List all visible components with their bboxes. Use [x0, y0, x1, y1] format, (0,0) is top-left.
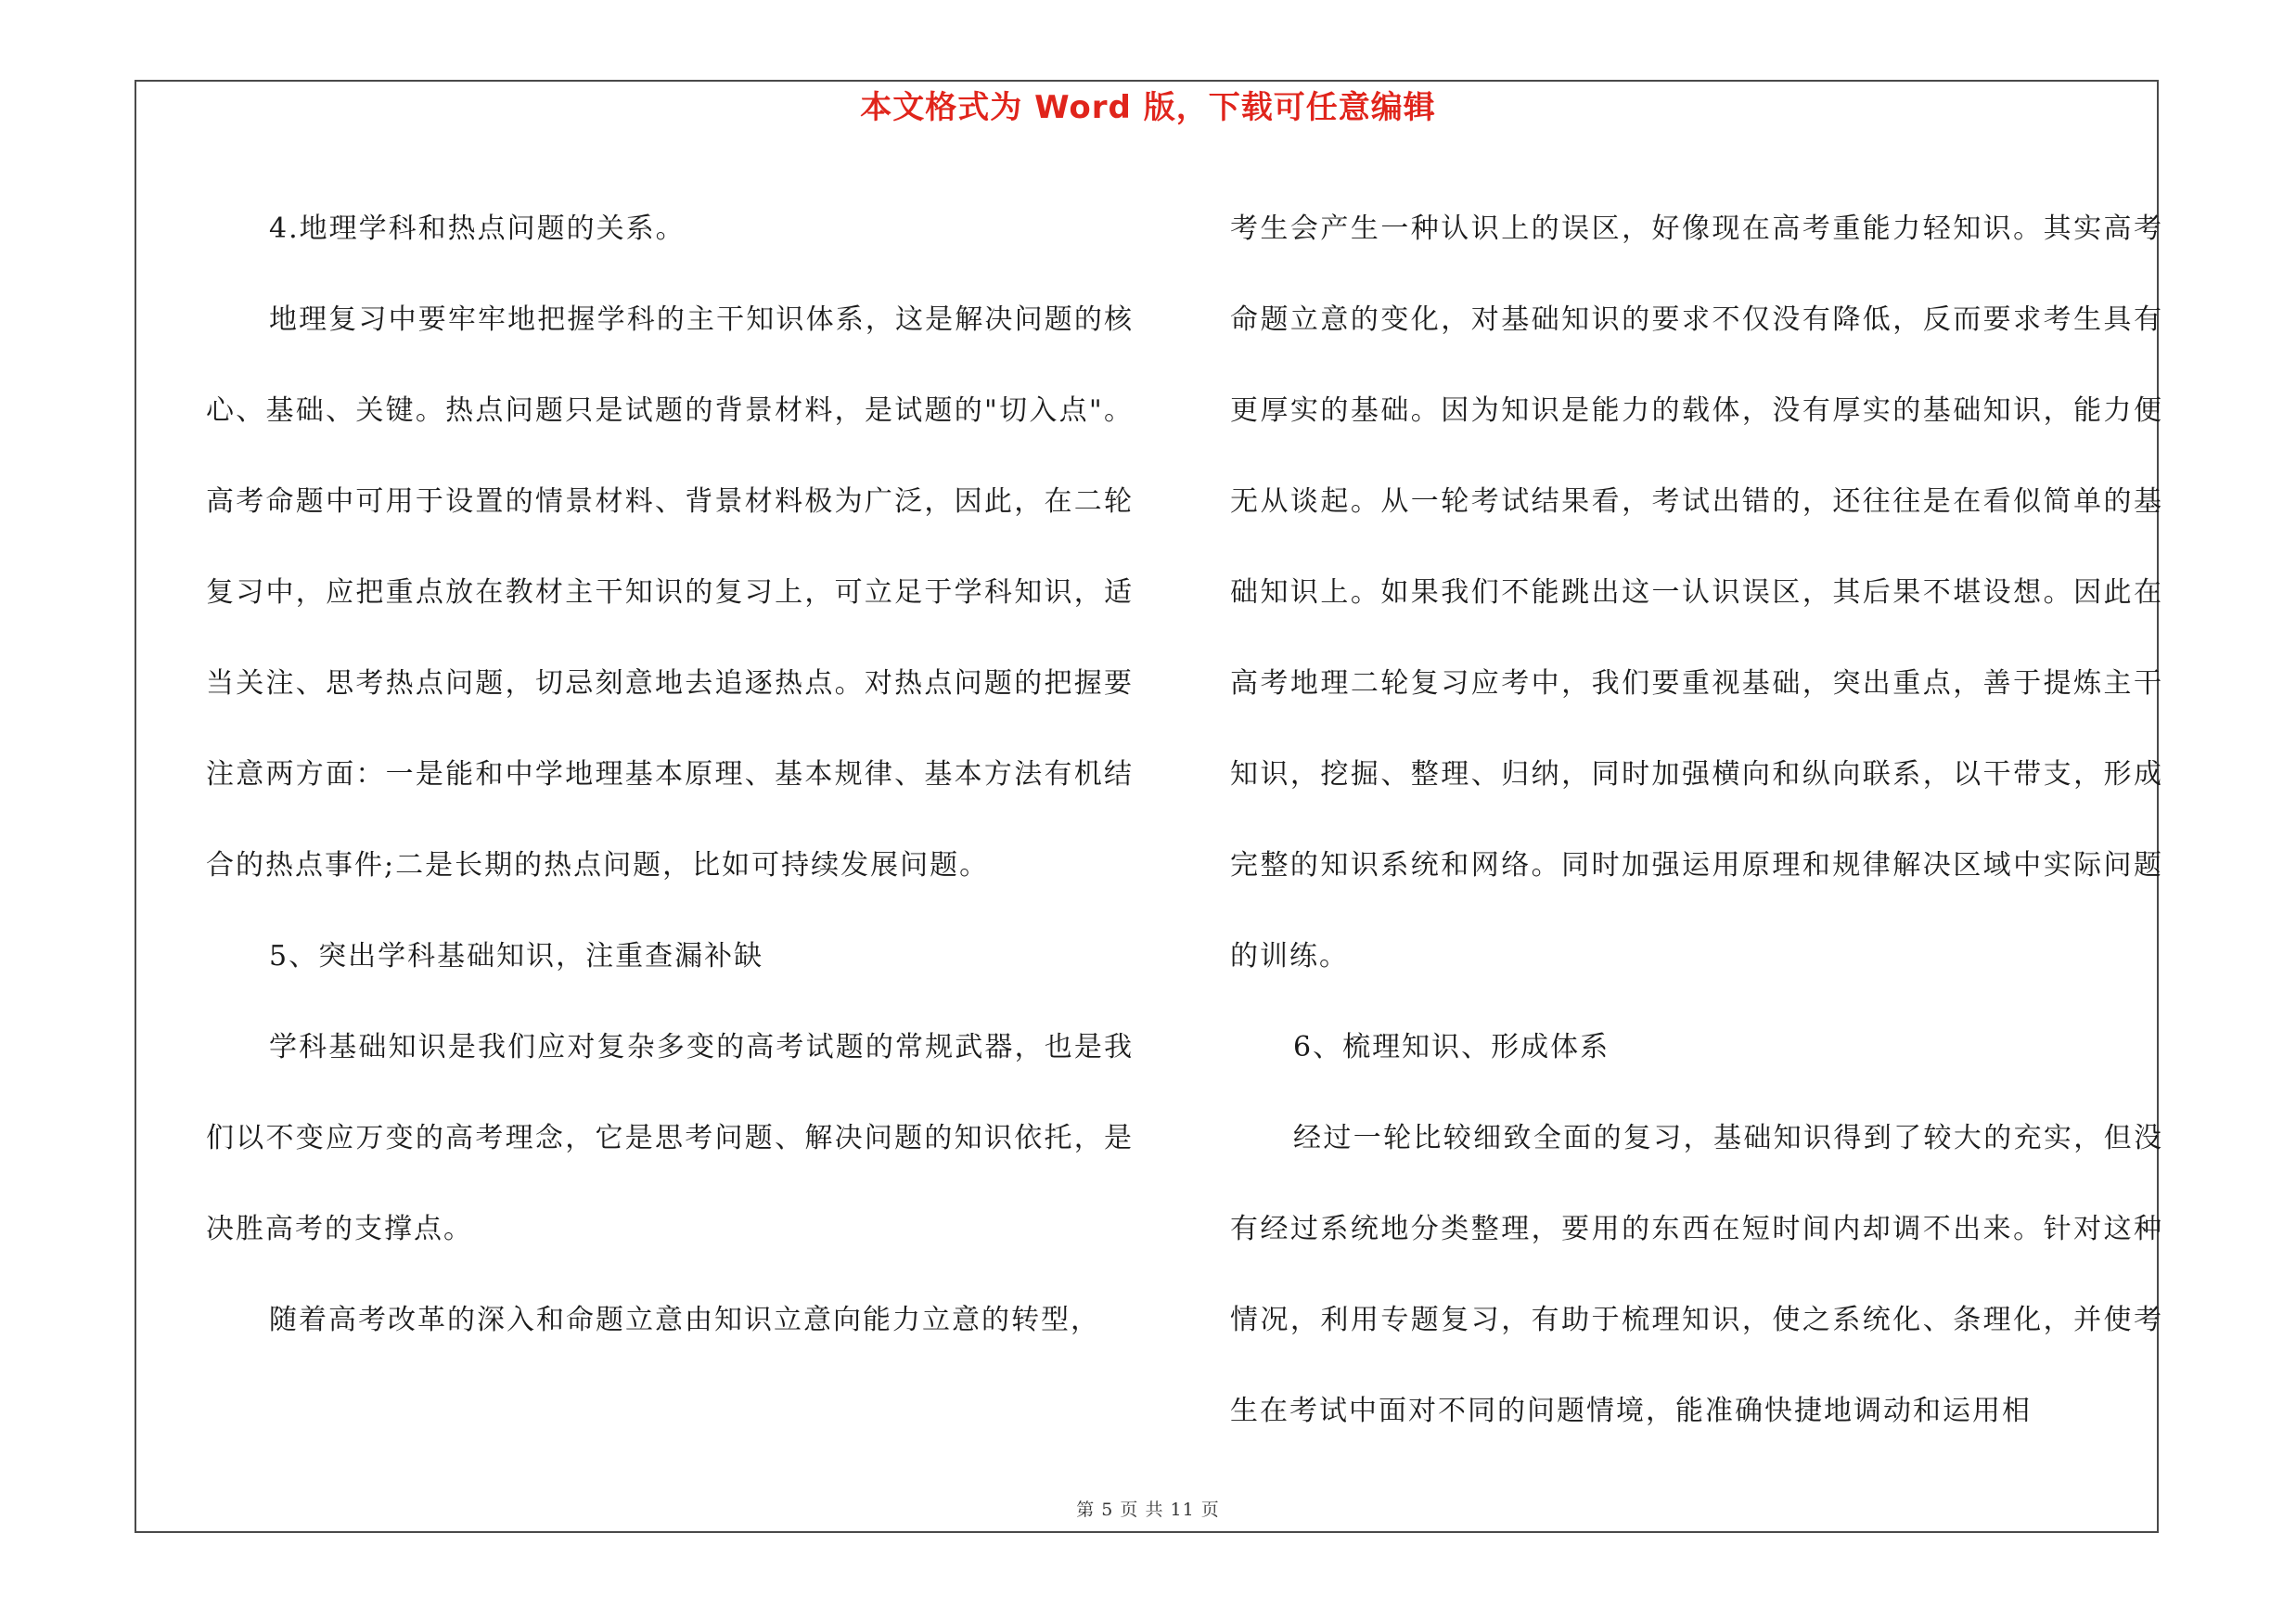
right-column	[1230, 184, 2163, 1457]
section-heading: 5、突出学科基础知识，注重查漏补缺	[269, 940, 764, 973]
left-column	[206, 184, 1134, 1366]
paragraph: 考生会产生一种认识上的误区，好像现在高考重能力轻知识。其实高考命题立意的变化，对基础知识的要求不仅没有降低，反而要求考生具有更厚实的基础。因为知识是能力的载体，没有厚实的基础知识，能力便无从谈起。从一轮考试结果看，考试出错的，还往往是在看似简单的基础知识上。如果我们不能跳出这一认识误区，其后果不堪设想。因此在高考地理二轮复习应考中，我们要重视基础，突出重点，善于提炼主干知识，挖掘、整理、归纳，同时加强横向和纵向联系，以干带支，形成完整的知识系统和网络。同时加强运用原理和规律解决区域中实际问题的训练。	[1230, 213, 2163, 973]
header-banner: 本文格式为 Word 版，下载可任意编辑	[860, 89, 1436, 126]
paragraph: 学科基础知识是我们应对复杂多变的高考试题的常规武器，也是我们以不变应万变的高考理念，它是思考问题、解决问题的知识依托，是决胜高考的支撑点。	[206, 1031, 1134, 1245]
paragraph: 随着高考改革的深入和命题立意由知识立意向能力立意的转型，	[269, 1304, 1100, 1336]
paragraph: 4.地理学科和热点问题的关系。	[269, 213, 686, 245]
section-heading: 6、梳理知识、形成体系	[1293, 1031, 1610, 1063]
paragraph: 经过一轮比较细致全面的复习，基础知识得到了较大的充实，但没有经过系统地分类整理，要用的东西在短时间内却调不出来。针对这种情况，利用专题复习，有助于梳理知识，使之系统化、条理化，并使考生在考试中面对不同的问题情境，能准确快捷地调动和运用相	[1230, 1122, 2163, 1427]
paragraph: 地理复习中要牢牢地把握学科的主干知识体系，这是解决问题的核心、基础、关键。热点问题只是试题的背景材料，是试题的"切入点"。高考命题中可用于设置的情景材料、背景材料极为广泛，因此，在二轮复习中，应把重点放在教材主干知识的复习上，可立足于学科知识，适当关注、思考热点问题，切忌刻意地去追逐热点。对热点问题的把握要注意两方面：一是能和中学地理基本原理、基本规律、基本方法有机结合的热点事件;二是长期的热点问题，比如可持续发展问题。	[206, 303, 1134, 882]
page-number: 第 5 页 共 11 页	[1076, 1500, 1220, 1520]
